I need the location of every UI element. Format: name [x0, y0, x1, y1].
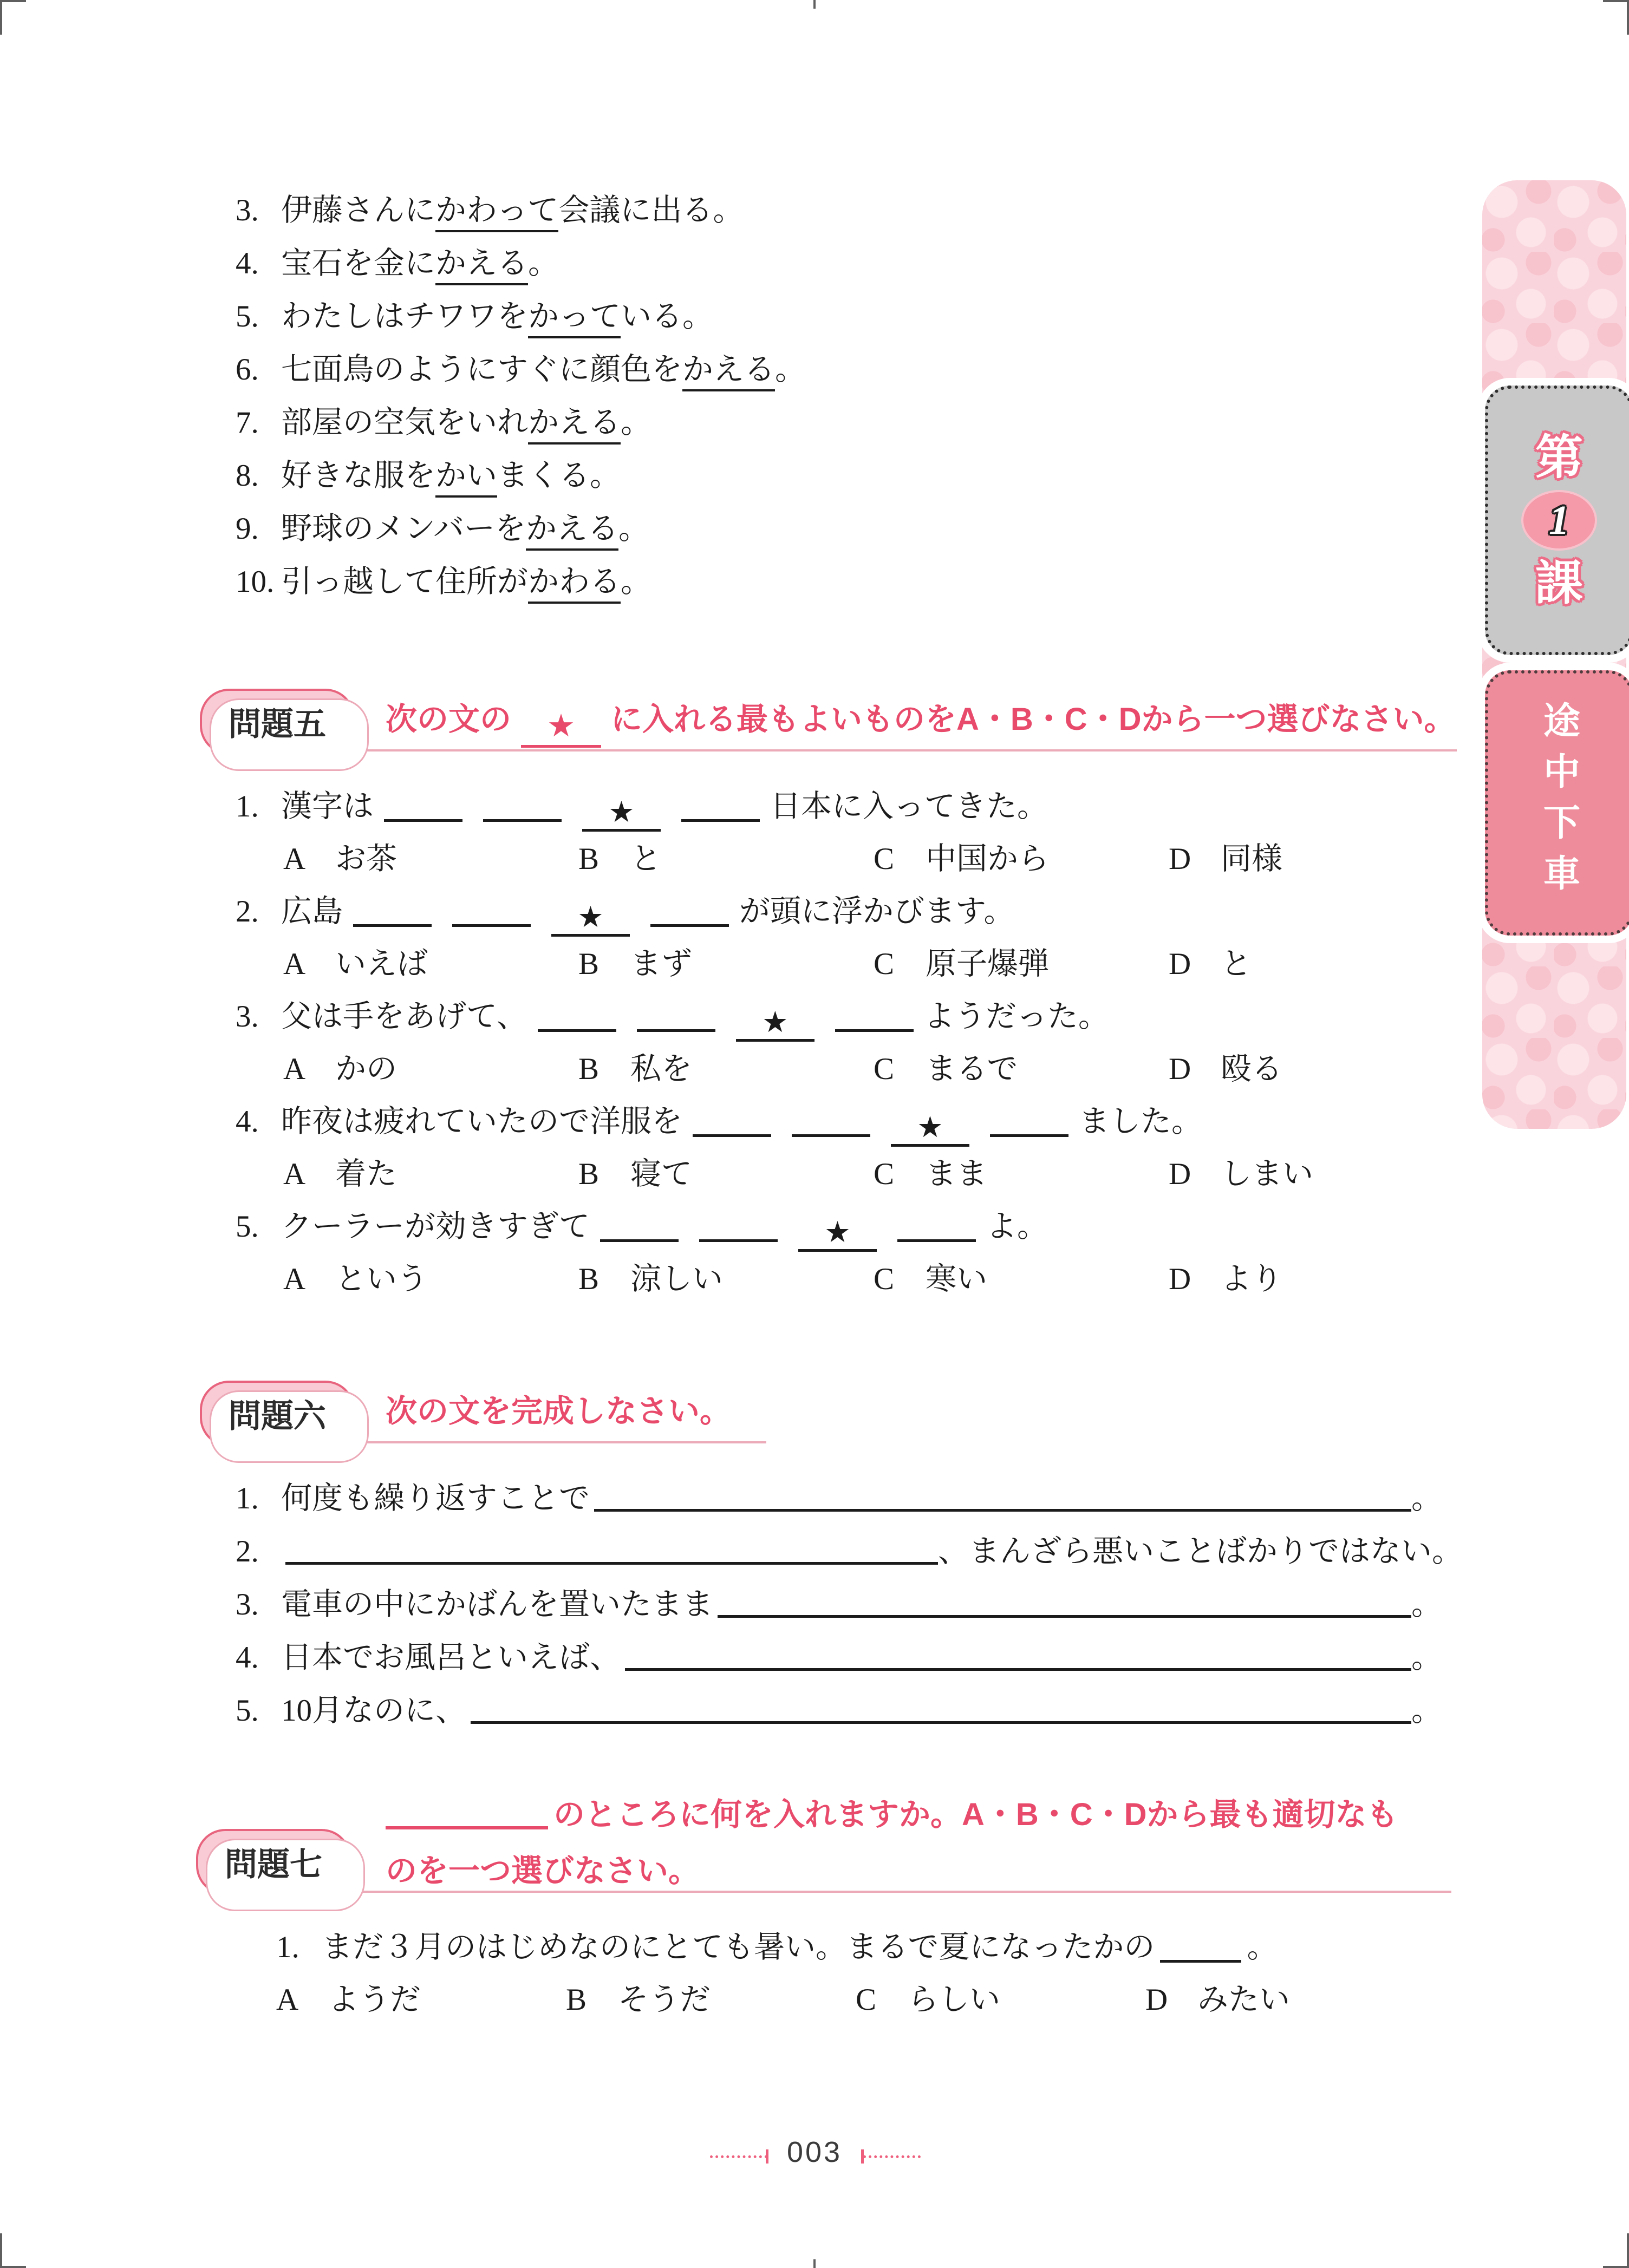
instruction-text: に入れる最もよいものをA・B・C・Dから一つ選びなさい。 [611, 702, 1456, 737]
item-number: 1. [236, 1481, 259, 1515]
option-key: C [874, 1052, 895, 1086]
option-text: 寝て [630, 1157, 692, 1191]
vocab-item [236, 555, 806, 609]
item-text: 日本でお風呂といえば、 [281, 1640, 621, 1675]
option-c[interactable] [874, 833, 1169, 885]
options-row [283, 1148, 1313, 1200]
vocab-item [236, 449, 806, 502]
crop-mark-bottom-left-v [0, 2233, 2, 2268]
item-text: 野球のメンバーを [281, 512, 526, 546]
option-d[interactable] [1169, 1043, 1282, 1095]
section7-badge-label: 問題七 [225, 1846, 322, 1883]
star-answer-blank[interactable] [736, 1005, 814, 1042]
option-text: 寒い [926, 1262, 987, 1296]
item-number: 5. [236, 1694, 259, 1728]
option-key: D [1169, 947, 1191, 981]
option-d[interactable] [1169, 1253, 1282, 1305]
item-text: 宝石を金に [281, 246, 435, 280]
answer-blank[interactable] [718, 1615, 1411, 1618]
option-b[interactable] [578, 938, 874, 990]
star-icon: ★ [608, 796, 635, 828]
question-number: 5. [236, 1210, 259, 1244]
option-key: B [578, 1157, 600, 1191]
section7-instruction-line2 [386, 1843, 700, 1899]
option-b[interactable] [578, 833, 874, 885]
option-a[interactable] [283, 938, 578, 990]
item-number: 7. [236, 406, 259, 440]
options-row [283, 1043, 1313, 1095]
option-key: B [578, 1262, 600, 1296]
option-d[interactable] [1145, 1973, 1290, 2026]
option-key: B [578, 1052, 600, 1086]
item-number: 5. [236, 299, 259, 334]
option-d[interactable] [1169, 938, 1252, 990]
crop-mark-bottom-right-h [1603, 2266, 1629, 2268]
star-answer-blank[interactable] [891, 1110, 969, 1147]
options-row [283, 1253, 1313, 1305]
item-underlined-text: かえる [435, 246, 528, 285]
answer-blank[interactable] [285, 1562, 938, 1565]
section6-items [236, 1469, 1463, 1735]
option-key: C [874, 947, 895, 981]
option-c[interactable] [874, 1043, 1169, 1095]
option-text: 殴る [1221, 1052, 1282, 1086]
option-b[interactable] [578, 1043, 874, 1095]
item-number: 6. [236, 352, 259, 387]
instruction-text: のを一つ選びなさい。 [386, 1853, 700, 1888]
question-number: 1. [236, 789, 259, 823]
option-text: 中国から [926, 842, 1049, 876]
completion-item [236, 1469, 1442, 1522]
options-row [276, 1973, 1290, 2026]
option-c[interactable] [874, 1148, 1169, 1200]
completion-item [236, 1629, 1442, 1682]
item-text: 。 [618, 512, 650, 546]
option-text: ようだ [328, 1983, 421, 2017]
footer-tick-left [766, 2149, 768, 2164]
item-text: 電車の中にかばんを置いたまま [281, 1587, 713, 1622]
options-row [283, 833, 1313, 885]
option-text: と [1221, 947, 1252, 981]
instruction-text: 次の文の [386, 702, 512, 737]
option-text: 着た [335, 1157, 397, 1191]
item-text: 好きな服を [281, 459, 435, 493]
option-c[interactable] [874, 938, 1169, 990]
section5-badge [200, 689, 355, 755]
completion-item [236, 1682, 1442, 1735]
item-text: 。 [775, 352, 806, 387]
chapter-title: 途中下車 [1538, 701, 1580, 905]
answer-blank[interactable] [353, 918, 432, 927]
star-answer-blank[interactable] [582, 795, 661, 832]
item-text: 会議に出る。 [558, 193, 744, 227]
question-sentence [236, 1095, 1313, 1148]
option-text: より [1221, 1262, 1282, 1296]
question-sentence [276, 1921, 1290, 1973]
answer-blank[interactable] [897, 1233, 976, 1242]
crop-mark-top-right-v [1627, 0, 1629, 35]
option-b[interactable] [578, 1148, 874, 1200]
option-b[interactable] [566, 1973, 856, 2026]
question-text: 父は手をあげて、 [281, 999, 527, 1034]
section6-badge [200, 1381, 355, 1447]
option-a[interactable] [283, 1148, 578, 1200]
star-answer-blank[interactable] [551, 900, 630, 937]
option-key: C [874, 1157, 895, 1191]
answer-blank[interactable] [538, 1023, 616, 1032]
option-text: らしい [908, 1983, 1000, 2017]
question-text: クーラーが効きすぎて [281, 1210, 590, 1244]
section6-instruction [386, 1381, 731, 1442]
answer-blank[interactable] [693, 1128, 771, 1137]
crop-mark-top-left-v [0, 0, 2, 35]
option-a[interactable] [276, 1973, 566, 2026]
item-underlined-text: かえる [682, 352, 775, 391]
question-number: 2. [236, 894, 259, 929]
item-text: 部屋の空気をいれ [281, 406, 528, 440]
question-number: 4. [236, 1104, 259, 1139]
chapter-suffix: 課 [1535, 556, 1583, 610]
star-icon: ★ [547, 708, 576, 743]
item-text: 。 [1411, 1481, 1442, 1515]
option-text: そうだ [618, 1983, 711, 2017]
star-icon: ★ [762, 1006, 789, 1038]
item-number: 10. [236, 565, 275, 599]
answer-blank[interactable] [637, 1023, 715, 1032]
answer-blank[interactable] [1160, 1953, 1241, 1963]
section5-questions [236, 780, 1313, 1305]
star-answer-blank[interactable] [798, 1215, 877, 1252]
answer-blank[interactable] [990, 1128, 1068, 1137]
option-c[interactable] [874, 1253, 1169, 1305]
option-text: みたい [1197, 1983, 1290, 2017]
question-text: が頭に浮かびます。 [739, 894, 1015, 929]
chapter-title-tab [1485, 670, 1629, 936]
item-text: 、まんざら悪いことばかりではない。 [938, 1534, 1463, 1568]
option-key: C [874, 1262, 895, 1296]
option-text: しまい [1221, 1157, 1313, 1191]
option-text: まま [926, 1157, 987, 1191]
footer-dotted-rule-left [710, 2155, 767, 2158]
item-number: 3. [236, 1587, 259, 1622]
star-icon: ★ [577, 901, 604, 933]
section5-badge-label: 問題五 [229, 706, 326, 742]
question-text: 広島 [281, 894, 343, 929]
answer-blank[interactable] [600, 1233, 679, 1242]
item-text: 。 [1411, 1640, 1442, 1675]
section7-questions [276, 1921, 1290, 2026]
option-a[interactable] [283, 1253, 578, 1305]
option-key: B [566, 1983, 587, 2017]
question-text: 昨夜は疲れていたので洋服を [281, 1104, 682, 1139]
option-text: お茶 [335, 842, 397, 876]
item-text: 。 [621, 565, 651, 599]
question-text: ました。 [1079, 1104, 1202, 1139]
option-text: 原子爆弾 [926, 947, 1049, 981]
option-key: A [283, 1157, 306, 1191]
option-key: D [1169, 842, 1191, 876]
option-b[interactable] [578, 1253, 874, 1305]
option-key: A [276, 1983, 299, 2017]
item-underlined-text: かわる [528, 565, 621, 604]
option-d[interactable] [1169, 833, 1282, 885]
option-key: B [578, 842, 600, 876]
item-text: 。 [1411, 1694, 1442, 1728]
section6-badge-label: 問題六 [229, 1398, 326, 1434]
crop-mark-bottom-right-v [1627, 2233, 1629, 2268]
option-text: かの [335, 1052, 397, 1086]
item-text: 。 [621, 406, 651, 440]
footer-dotted-rule-right [863, 2155, 921, 2158]
item-text: 。 [1411, 1587, 1442, 1622]
item-underlined-text: かえる [526, 512, 618, 551]
item-text: まくる。 [497, 459, 621, 493]
option-text: という [335, 1262, 428, 1296]
question-text: よ。 [986, 1210, 1048, 1244]
question-sentence [236, 780, 1313, 833]
item-text: いる。 [621, 299, 713, 334]
option-key: A [283, 947, 306, 981]
item-number: 9. [236, 512, 259, 546]
item-text: 引っ越して住所が [281, 565, 528, 599]
item-number: 4. [236, 1640, 259, 1675]
option-a[interactable] [283, 1043, 578, 1095]
instruction-blank [386, 1826, 548, 1829]
vocab-list [236, 184, 806, 609]
completion-item [236, 1522, 1463, 1576]
star-icon: ★ [824, 1216, 851, 1249]
item-text: わたしはチワワを [281, 299, 528, 334]
option-text: まるで [926, 1052, 1018, 1086]
star-icon: ★ [917, 1111, 943, 1143]
vocab-item [236, 396, 806, 449]
instruction-text: 次の文を完成しなさい。 [386, 1394, 732, 1429]
item-underlined-text: かって [528, 299, 621, 338]
chapter-number: 1 [1549, 497, 1569, 543]
option-c[interactable] [856, 1973, 1145, 2026]
option-a[interactable] [283, 833, 578, 885]
completion-item [236, 1576, 1442, 1629]
item-text: 。 [528, 246, 559, 280]
option-text: 私を [630, 1052, 692, 1086]
item-number: 3. [236, 193, 259, 227]
vocab-item [236, 290, 806, 343]
option-text: 同様 [1221, 842, 1282, 876]
option-key: D [1169, 1157, 1191, 1191]
option-key: D [1145, 1983, 1168, 2017]
answer-blank[interactable] [681, 813, 760, 822]
answer-blank[interactable] [384, 813, 462, 822]
crop-mark-top-center [813, 0, 816, 9]
option-d[interactable] [1169, 1148, 1313, 1200]
crop-mark-top-left-h [0, 0, 26, 2]
question-number: 3. [236, 999, 259, 1034]
section7-badge [196, 1829, 351, 1895]
question-text: 。 [1247, 1930, 1278, 1964]
option-text: 涼しい [630, 1262, 723, 1296]
option-key: B [578, 947, 600, 981]
chapter-number-tab [1485, 385, 1629, 655]
item-text: 伊藤さんに [281, 193, 435, 227]
answer-blank[interactable] [471, 1721, 1411, 1724]
section7-instruction-line1 [386, 1787, 1398, 1843]
option-text: いえば [335, 947, 428, 981]
star-blank [521, 710, 601, 748]
question-text: まだ３月のはじめなのにとても暑い。まるで夏になったかの [322, 1930, 1155, 1964]
page-number: 003 [786, 2136, 843, 2168]
question-sentence [236, 990, 1313, 1043]
option-key: D [1169, 1262, 1191, 1296]
item-number: 8. [236, 459, 259, 493]
crop-mark-bottom-left-h [0, 2266, 26, 2268]
answer-blank[interactable] [792, 1128, 870, 1137]
instruction-text: のところに何を入れますか。A・B・C・Dから最も適切なも [553, 1797, 1398, 1832]
option-key: C [874, 842, 895, 876]
item-number: 4. [236, 246, 259, 280]
answer-blank[interactable] [625, 1668, 1411, 1671]
option-key: A [283, 1262, 306, 1296]
question-text: 漢字は [281, 789, 374, 823]
option-key: D [1169, 1052, 1191, 1086]
section5-instruction [386, 689, 1456, 750]
option-key: C [856, 1983, 877, 2017]
answer-blank[interactable] [483, 813, 562, 822]
question-sentence [236, 1200, 1313, 1253]
crop-mark-top-right-h [1603, 0, 1629, 2]
vocab-item [236, 184, 806, 237]
vocab-item [236, 237, 806, 290]
item-underlined-text: かわって [435, 193, 558, 232]
options-row [283, 938, 1313, 990]
option-key: A [283, 842, 306, 876]
vocab-item [236, 343, 806, 396]
answer-blank[interactable] [699, 1233, 778, 1242]
option-text: と [630, 842, 661, 876]
answer-blank[interactable] [452, 918, 531, 927]
item-underlined-text: かい [435, 459, 497, 498]
item-text: 七面鳥のようにすぐに顔色を [281, 352, 682, 387]
answer-blank[interactable] [650, 918, 729, 927]
item-text: 何度も繰り返すことで [281, 1481, 590, 1515]
question-number: 1. [276, 1930, 299, 1964]
item-underlined-text: かえる [528, 406, 621, 445]
answer-blank[interactable] [835, 1023, 914, 1032]
crop-mark-bottom-center [813, 2259, 816, 2268]
option-key: A [283, 1052, 306, 1086]
item-text: 10月なのに、 [281, 1694, 466, 1728]
chapter-prefix: 第 [1535, 430, 1583, 484]
chapter-number-circle [1521, 490, 1597, 551]
vocab-item [236, 502, 806, 555]
question-text: 日本に入ってきた。 [770, 789, 1048, 823]
question-text: ようだった。 [923, 999, 1109, 1034]
question-sentence [236, 885, 1313, 938]
option-text: まず [630, 947, 692, 981]
answer-blank[interactable] [594, 1509, 1411, 1512]
item-number: 2. [236, 1534, 259, 1568]
